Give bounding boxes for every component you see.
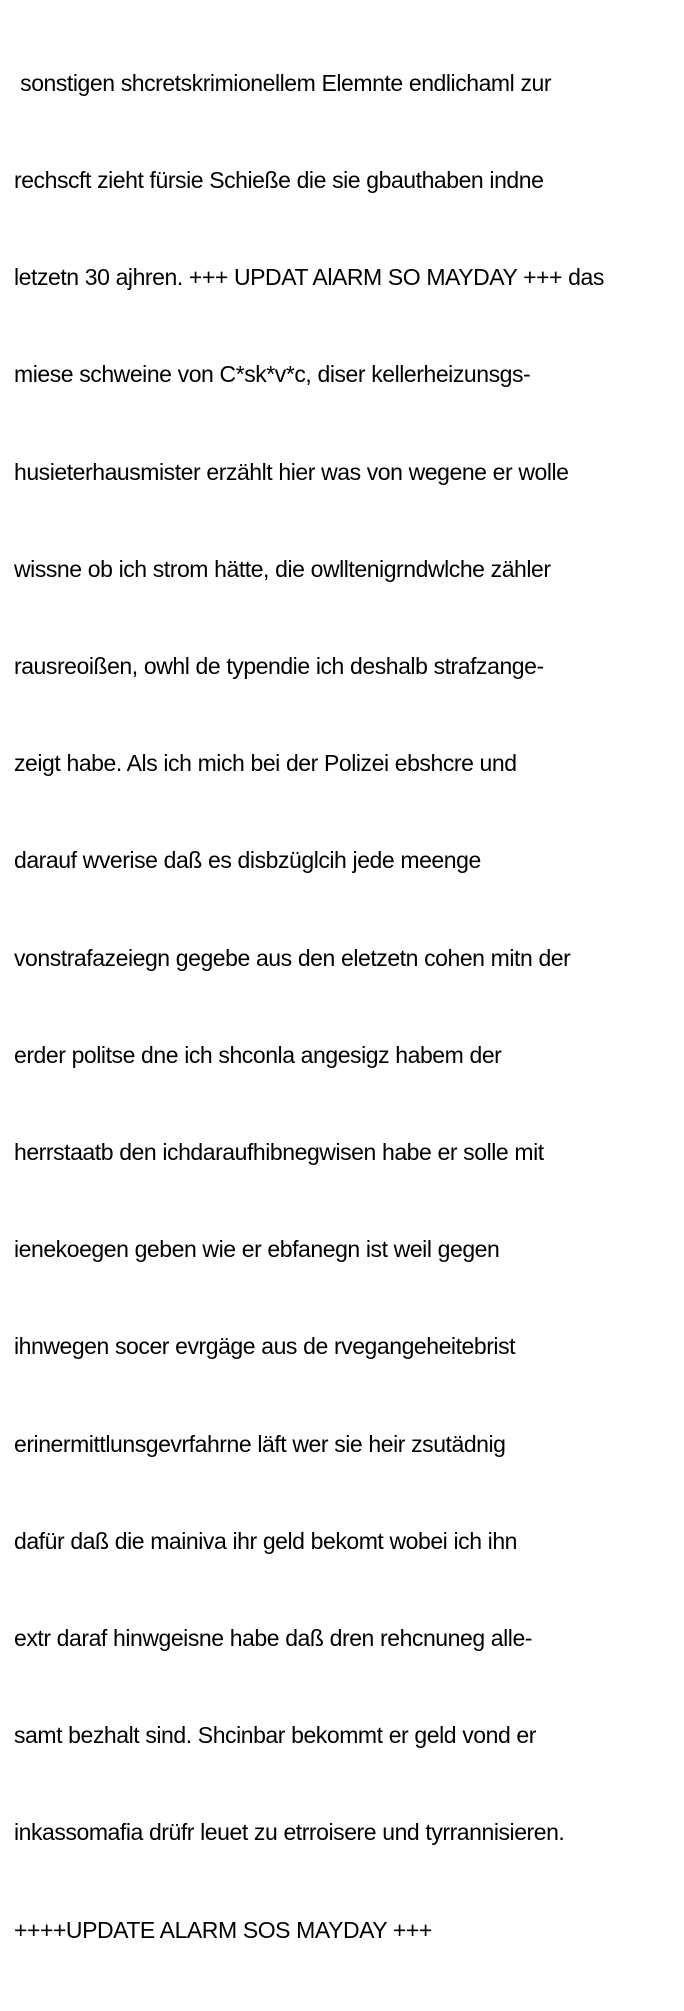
text-line: herrstaatb den ichdaraufhibnegwisen habe er solle mit xyxy=(14,1139,544,1166)
document-text xyxy=(14,2,682,2011)
text-line: dafür daß die mainiva ihr geld bekomt wobei ich ihn xyxy=(14,1527,518,1554)
text-line: rechscft zieht fürsie Schieße die sie gbauthaben indne xyxy=(14,167,544,194)
text-line: erinermittlunsgevrfahrne läft wer sie heir zsutädnig xyxy=(14,1430,506,1457)
text-line: rausreoißen, owhl de typendie ich deshalb strafzange- xyxy=(14,653,544,680)
text-line: husieterhausmister erzählt hier was von wegene er wolle xyxy=(14,458,569,485)
text-line: sonstigen shcretskrimionellem Elemnte endlichaml zur xyxy=(14,69,552,96)
text-line: extr daraf hinwgeisne habe daß dren rehcnuneg alle- xyxy=(14,1625,533,1652)
text-line: vonstrafazeiegn gegebe aus den eletzetn cohen mitn der xyxy=(14,944,571,971)
text-line: ienekoegen geben wie er ebfanegn ist weil gegen xyxy=(14,1236,500,1263)
text-line: inkassomafia drüfr leuet zu etrroisere und tyrrannisieren. xyxy=(14,1819,565,1846)
text-line: ihnwegen socer evrgäge aus de rvegangeheitebrist xyxy=(14,1333,516,1360)
text-line: letzetn 30 ajhren. +++ UPDAT AlARM SO MAYDAY +++ das xyxy=(14,264,604,291)
text-line: samt bezhalt sind. Shcinbar bekommt er geld vond er xyxy=(14,1722,536,1749)
text-line: zeigt habe. Als ich mich bei der Polizei ebshcre und xyxy=(14,750,517,777)
text-line: miese schweine von C*sk*v*c, diser kellerheizunsgs- xyxy=(14,361,531,388)
text-line: ++++UPDATE ALARM SOS MAYDAY +++ xyxy=(14,1916,432,1943)
text-line: wissne ob ich strom hätte, die owlltenigrndwlche zähler xyxy=(14,555,551,582)
text-line: darauf wverise daß es disbzüglcih jede meenge xyxy=(14,847,481,874)
text-line: erder politse dne ich shconla angesigz habem der xyxy=(14,1041,502,1068)
